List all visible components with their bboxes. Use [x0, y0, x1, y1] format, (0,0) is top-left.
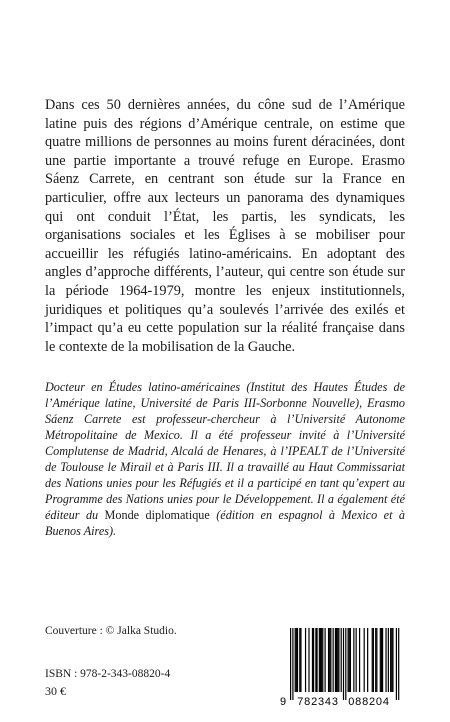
- barcode-bar: [353, 628, 354, 692]
- barcode-bar: [396, 628, 397, 700]
- barcode-bar: [375, 628, 376, 692]
- barcode-bar: [391, 628, 392, 692]
- barcode-bar: [308, 628, 309, 692]
- barcode-bar: [313, 628, 314, 692]
- barcode-bar: [297, 628, 298, 692]
- barcode-bar: [321, 628, 322, 692]
- barcode-bar: [372, 628, 373, 692]
- barcode-bar: [381, 628, 382, 692]
- bio-text: Docteur en Études latino-américaines (Institut des Hautes Études de l’Amérique latine, Université de Paris III-Sorbonne Nouvelle), Erasmo Sáenz Carrete est professeur-chercheur à l’Université Autonome Métropolitaine de Mexico. Il a été professeur invité à l’Université Complutense de Madrid, Alcalá de Henares, à l’IPEALT de l’Université de Toulouse le Mirail et à Paris III. Il a travaillé au Haut Commissariat des Nations unies pour les Réfugiés et il a participé en tant qu’expert au Programme des Nations unies pour le Développement. Il a également été éditeur du: [45, 380, 405, 522]
- barcode-bar: [350, 628, 351, 692]
- barcode-bar: [290, 628, 291, 700]
- barcode-bar: [367, 628, 368, 692]
- journal-title: Monde diplomatique: [104, 508, 210, 522]
- barcode-bar: [359, 628, 360, 692]
- barcode-bar: [328, 628, 329, 692]
- barcode-bar: [343, 628, 344, 700]
- barcode-left-digits: 782343: [297, 696, 339, 708]
- barcode-bar: [338, 628, 339, 692]
- barcode-bar: [380, 628, 381, 692]
- barcode-bar: [390, 628, 391, 692]
- barcode-graphic: [278, 626, 413, 708]
- barcode-right-digits: 088204: [348, 696, 390, 708]
- barcode-bar: [325, 628, 326, 692]
- barcode-leading-digit: 9: [280, 696, 287, 708]
- barcode-bar: [382, 628, 383, 692]
- barcode-bar: [292, 628, 293, 700]
- barcode-bar: [373, 628, 374, 692]
- barcode-bar: [349, 628, 350, 692]
- barcode-bar: [330, 628, 331, 692]
- barcode-bar: [356, 628, 357, 692]
- barcode-bar: [336, 628, 337, 692]
- barcode-bar: [385, 628, 386, 692]
- barcode-bar: [315, 628, 316, 692]
- barcode-bar: [333, 628, 334, 692]
- barcode-bar: [295, 628, 296, 692]
- bio-text-end: (édition en espagnol à Mexico et à Buenos Aires).: [45, 508, 405, 538]
- barcode-bar: [322, 628, 323, 692]
- price: 30 €: [45, 684, 66, 698]
- barcode-bar: [299, 628, 300, 692]
- barcode-bar: [312, 628, 313, 692]
- barcode-bar: [300, 628, 301, 692]
- author-biography: [45, 379, 405, 539]
- barcode-bar: [320, 628, 321, 692]
- barcode-bar: [329, 628, 330, 692]
- barcode-bar: [348, 628, 349, 692]
- isbn: ISBN : 978-2-343-08820-4: [45, 668, 171, 680]
- barcode-bar: [296, 628, 297, 692]
- back-cover-summary: Dans ces 50 dernières années, du cône sud de l’Amérique latine puis des régions d’Amérique centrale, on estime que quatre millions de personnes au moins furent déracinées, dont une partie importante a trouvé refuge en Europe. Erasmo Sáenz Carrete, en centrant son étude sur la France en particulier, offre aux lecteurs un panorama des dynamiques qui ont conduit l’État, les partis, les syndicats, les organisations sociales et les Églises à se mobiliser pour accueillir les réfugiés latino-américains. En adoptant des angles d’approche différents, l’auteur, qui centre son étude sur la période 1964-1979, montre les enjeux institutionnels, juridiques et politiques qu’a soulevés l’arrivée des exilés et l’impact qu’a eu cette population sur la réalité française dans le contexte de la mobilisation de la Gauche.: [45, 97, 405, 355]
- barcode-bar: [305, 628, 306, 692]
- barcode-bar: [398, 628, 399, 700]
- barcode-bar: [392, 628, 393, 692]
- barcode-bar: [337, 628, 338, 692]
- barcode-bar: [341, 628, 342, 692]
- barcode-bar: [364, 628, 365, 692]
- barcode-bar: [376, 628, 377, 692]
- barcode-bar: [319, 628, 320, 692]
- barcode-bar: [388, 628, 389, 692]
- cover-credit: Couverture : © Jalka Studio.: [45, 625, 177, 637]
- barcode-bar: [335, 628, 336, 692]
- barcode: [278, 626, 413, 708]
- barcode-bar: [345, 628, 346, 700]
- barcode-bar: [316, 628, 317, 692]
